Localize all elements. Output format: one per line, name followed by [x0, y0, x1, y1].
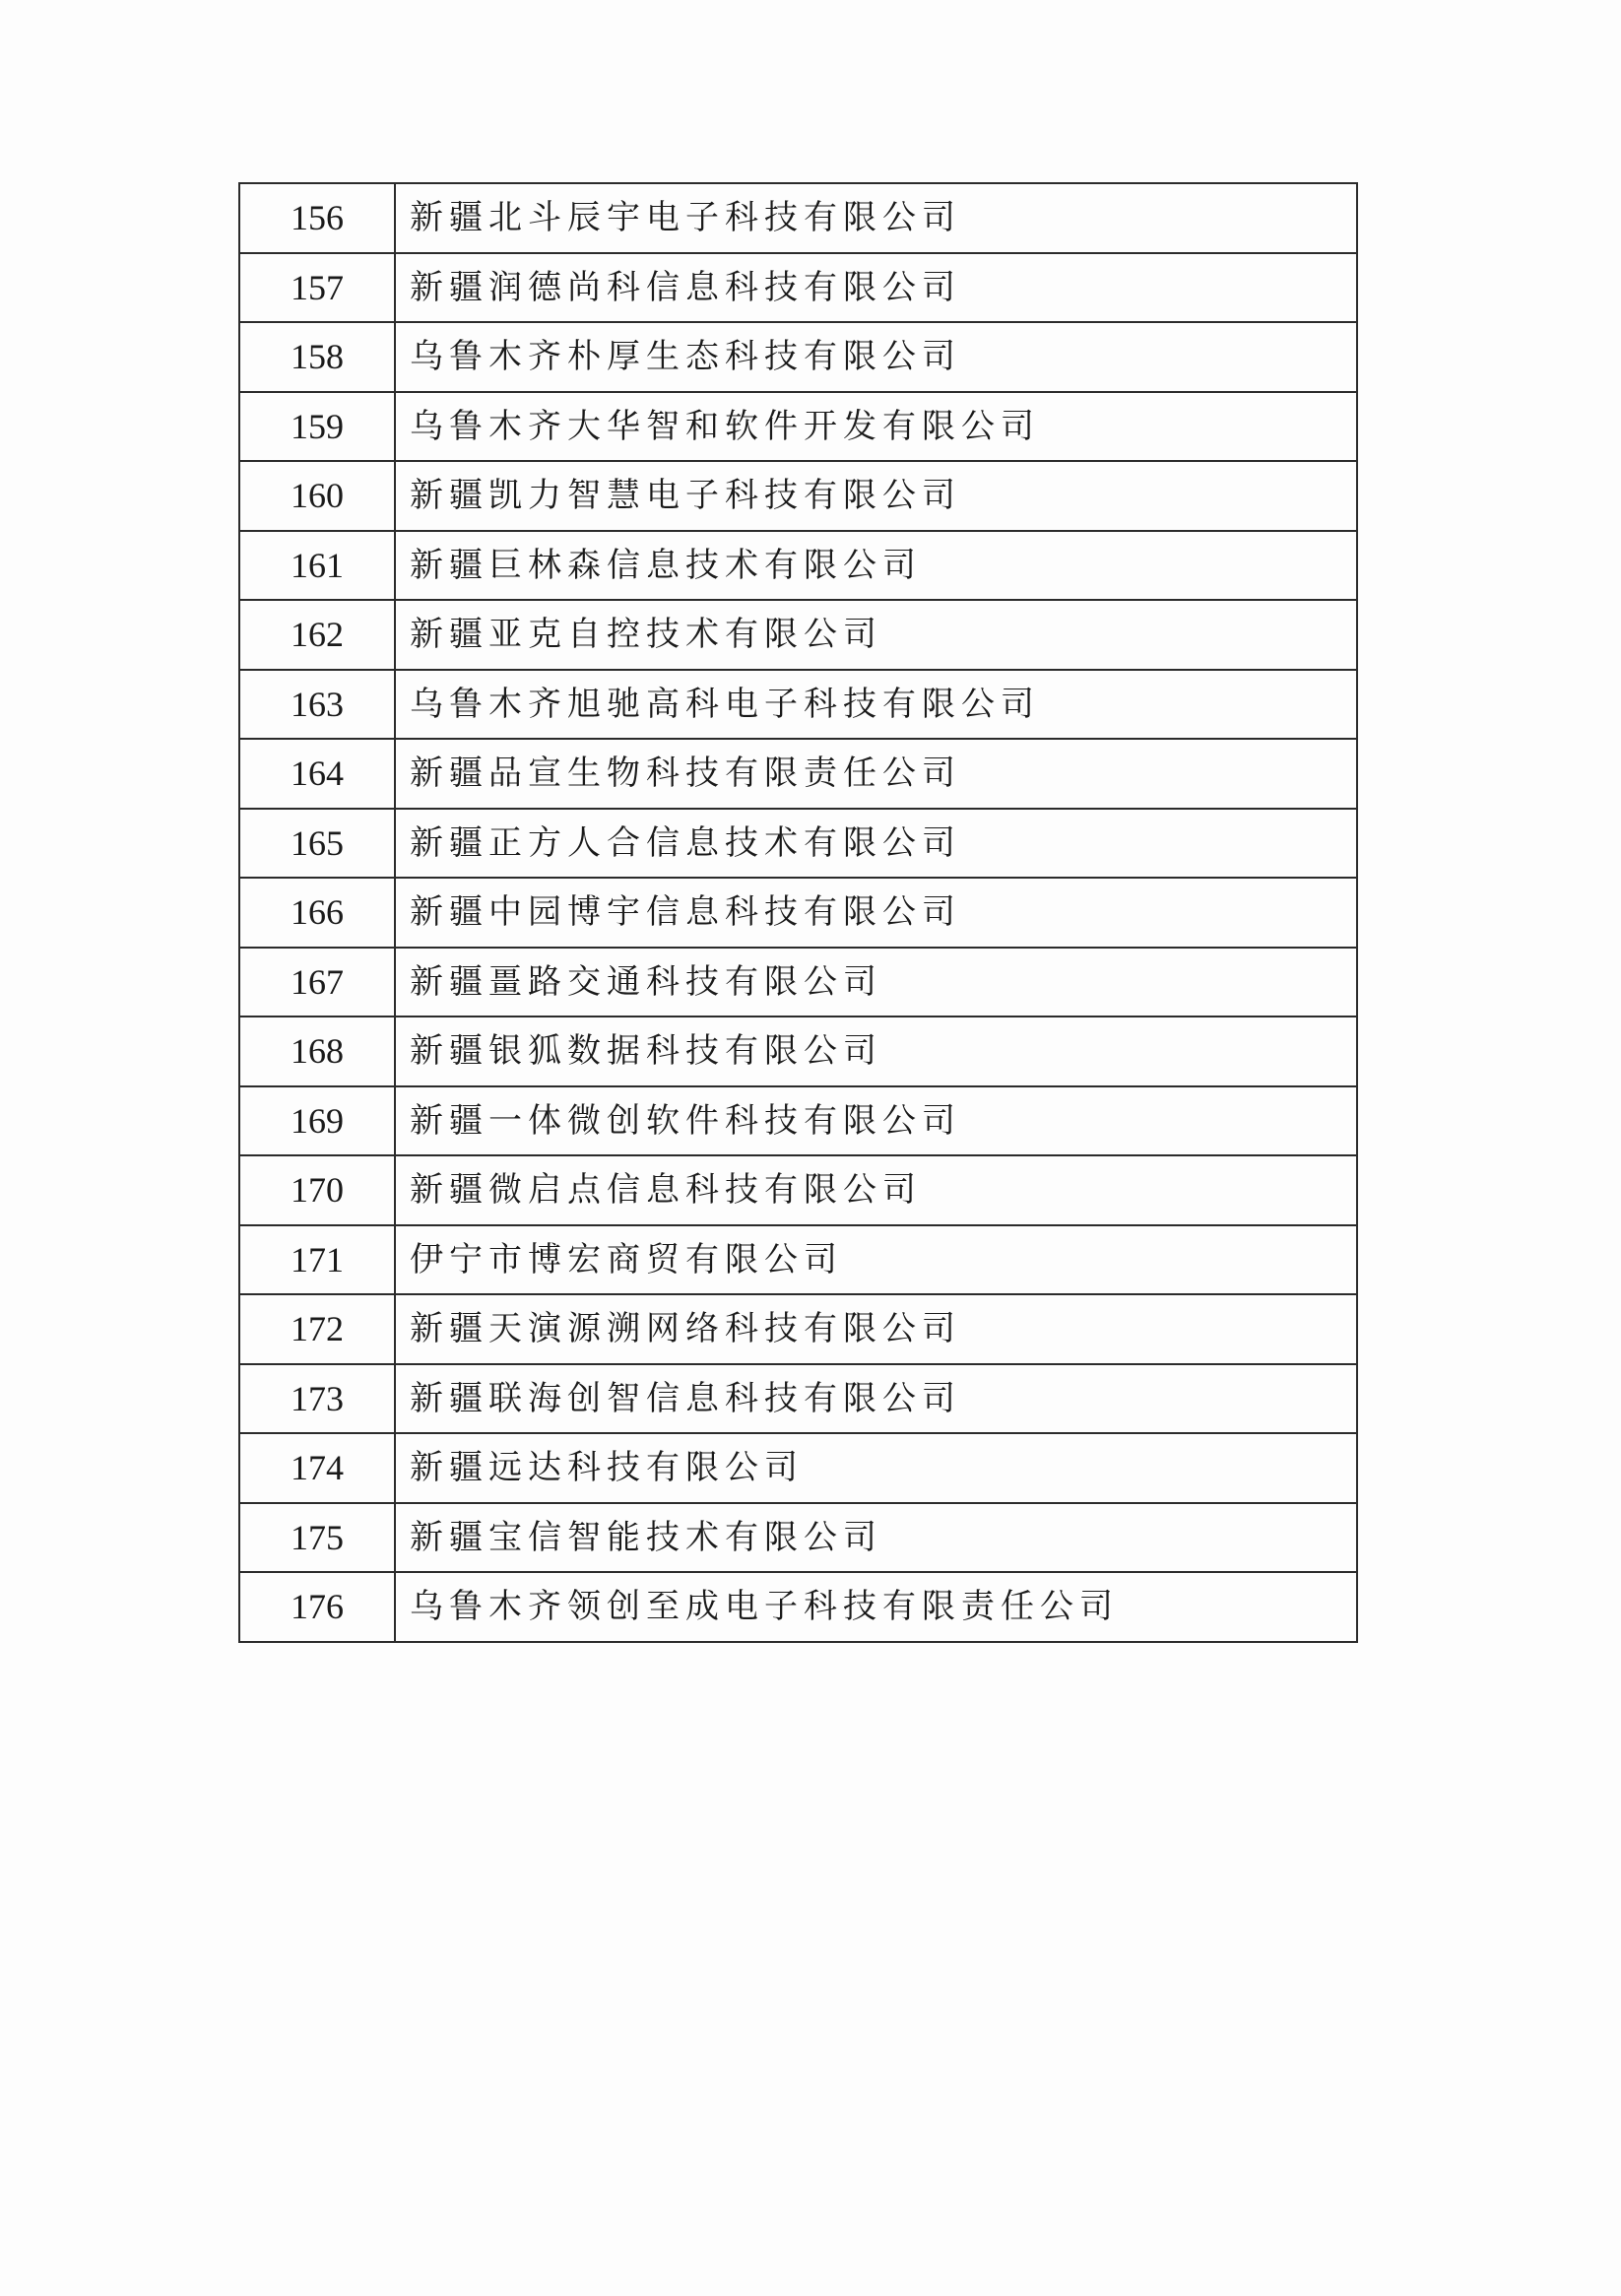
row-number: 164 — [239, 739, 395, 809]
row-number: 176 — [239, 1572, 395, 1642]
company-name: 新疆正方人合信息技术有限公司 — [395, 809, 1357, 879]
table-row — [239, 1364, 1357, 1434]
table-row — [239, 670, 1357, 740]
company-name: 新疆凯力智慧电子科技有限公司 — [395, 461, 1357, 531]
table-row — [239, 1017, 1357, 1086]
company-name: 新疆银狐数据科技有限公司 — [395, 1017, 1357, 1086]
company-name: 新疆一体微创软件科技有限公司 — [395, 1086, 1357, 1156]
table-row — [239, 948, 1357, 1017]
row-number: 166 — [239, 878, 395, 948]
company-name: 新疆宝信智能技术有限公司 — [395, 1503, 1357, 1573]
company-name: 新疆亚克自控技术有限公司 — [395, 600, 1357, 670]
row-number: 175 — [239, 1503, 395, 1573]
company-name: 新疆天演源溯网络科技有限公司 — [395, 1294, 1357, 1364]
row-number: 173 — [239, 1364, 395, 1434]
table-row — [239, 183, 1357, 253]
company-name: 乌鲁木齐大华智和软件开发有限公司 — [395, 392, 1357, 462]
company-name: 伊宁市博宏商贸有限公司 — [395, 1225, 1357, 1295]
table-row — [239, 878, 1357, 948]
row-number: 163 — [239, 670, 395, 740]
company-name: 乌鲁木齐朴厚生态科技有限公司 — [395, 322, 1357, 392]
company-name: 新疆畺路交通科技有限公司 — [395, 948, 1357, 1017]
table-row — [239, 1433, 1357, 1503]
table-row — [239, 1572, 1357, 1642]
table-row — [239, 461, 1357, 531]
table-row — [239, 1086, 1357, 1156]
company-list-table — [238, 182, 1358, 1643]
row-number: 170 — [239, 1155, 395, 1225]
row-number: 157 — [239, 253, 395, 323]
row-number: 174 — [239, 1433, 395, 1503]
table-row — [239, 1155, 1357, 1225]
row-number: 160 — [239, 461, 395, 531]
row-number: 159 — [239, 392, 395, 462]
company-name: 新疆品宣生物科技有限责任公司 — [395, 739, 1357, 809]
table-row — [239, 531, 1357, 601]
table-row — [239, 1294, 1357, 1364]
row-number: 168 — [239, 1017, 395, 1086]
table-row — [239, 322, 1357, 392]
table-row — [239, 1503, 1357, 1573]
company-list-body — [239, 183, 1357, 1642]
row-number: 171 — [239, 1225, 395, 1295]
company-name: 新疆中园博宇信息科技有限公司 — [395, 878, 1357, 948]
company-name: 新疆北斗辰宇电子科技有限公司 — [395, 183, 1357, 253]
company-name: 乌鲁木齐领创至成电子科技有限责任公司 — [395, 1572, 1357, 1642]
row-number: 172 — [239, 1294, 395, 1364]
row-number: 158 — [239, 322, 395, 392]
table-row — [239, 253, 1357, 323]
table-row — [239, 1225, 1357, 1295]
company-name: 新疆巨林森信息技术有限公司 — [395, 531, 1357, 601]
row-number: 161 — [239, 531, 395, 601]
row-number: 169 — [239, 1086, 395, 1156]
company-name: 新疆远达科技有限公司 — [395, 1433, 1357, 1503]
company-name: 新疆润德尚科信息科技有限公司 — [395, 253, 1357, 323]
row-number: 162 — [239, 600, 395, 670]
row-number: 156 — [239, 183, 395, 253]
row-number: 165 — [239, 809, 395, 879]
table-row — [239, 600, 1357, 670]
company-name: 新疆联海创智信息科技有限公司 — [395, 1364, 1357, 1434]
table-row — [239, 739, 1357, 809]
table-row — [239, 809, 1357, 879]
company-name: 乌鲁木齐旭驰高科电子科技有限公司 — [395, 670, 1357, 740]
table-row — [239, 392, 1357, 462]
company-name: 新疆微启点信息科技有限公司 — [395, 1155, 1357, 1225]
row-number: 167 — [239, 948, 395, 1017]
